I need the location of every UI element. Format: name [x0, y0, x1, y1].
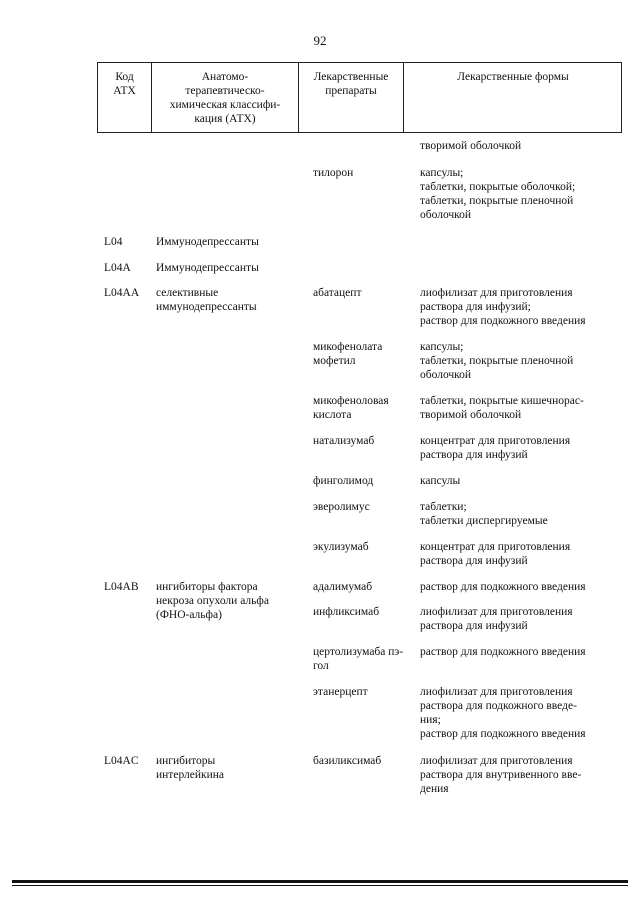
cell-code	[104, 261, 152, 275]
cell-drug	[313, 286, 417, 300]
cell-drug	[313, 754, 417, 768]
cell-line: L04	[104, 236, 123, 248]
cell-line: оболочкой	[420, 369, 472, 381]
cell-line: таблетки, покрытые пленочной	[420, 195, 574, 207]
cell-line: химическая классифи-	[169, 99, 281, 111]
cell-line: инфликсимаб	[313, 606, 380, 618]
cell-line: раствор для подкожного введения	[420, 581, 586, 593]
cell-line: раствор для подкожного введения	[420, 728, 586, 740]
cell-line: таблетки диспергируемые	[420, 515, 548, 527]
cell-line: гол	[313, 660, 329, 672]
cell-form	[420, 685, 616, 741]
cell-drug	[313, 540, 417, 554]
cell-line: терапевтическо-	[185, 85, 265, 97]
cell-form	[420, 540, 616, 568]
cell-line: раствора для внутривенного вве-	[420, 769, 582, 781]
cell-line: раствора для инфузий;	[420, 301, 531, 313]
cell-code	[104, 754, 152, 768]
cell-group	[156, 286, 296, 314]
cell-drug	[313, 394, 417, 422]
cell-line: цертолизумаба пэ-	[313, 646, 404, 658]
page-number: 92	[313, 33, 327, 48]
cell-drug	[313, 434, 417, 448]
cell-line: лиофилизат для приготовления	[420, 606, 573, 618]
footer-rule-thin	[12, 885, 628, 886]
cell-line: Иммунодепрессанты	[156, 262, 259, 274]
cell-line: АТХ	[113, 85, 136, 97]
cell-line: таблетки, покрытые кишечнорас-	[420, 395, 584, 407]
cell-line: дения	[420, 783, 449, 795]
cell-line: творимой оболочкой	[420, 409, 522, 421]
cell-line: раствора для инфузий	[420, 620, 528, 632]
cell-line: капсулы	[420, 475, 461, 487]
cell-line: адалимумаб	[313, 581, 373, 593]
cell-line: некроза опухоли альфа	[156, 595, 269, 607]
cell-line: финголимод	[313, 475, 374, 487]
cell-group	[156, 754, 296, 782]
cell-form	[420, 605, 616, 633]
cell-line: препараты	[325, 85, 377, 97]
cell-line: творимой оболочкой	[420, 140, 522, 152]
cell-group	[156, 580, 296, 622]
cell-group	[156, 235, 296, 249]
cell-line: Код	[115, 71, 134, 83]
cell-form	[420, 434, 616, 462]
cell-group	[156, 261, 296, 275]
cell-line: концентрат для приготовления	[420, 541, 571, 553]
cell-line: тилорон	[313, 167, 354, 179]
cell-line: лиофилизат для приготовления	[420, 686, 573, 698]
cell-line: Лекарственные формы	[457, 71, 569, 83]
cell-form	[420, 754, 616, 796]
cell-line: селективные	[156, 287, 219, 299]
cell-code	[104, 580, 152, 594]
cell-form	[420, 500, 616, 528]
cell-line: раствора для подкожного введе-	[420, 700, 577, 712]
cell-code	[104, 286, 152, 300]
footer-rule	[12, 880, 628, 883]
cell-drug	[313, 605, 417, 619]
cell-line: лиофилизат для приготовления	[420, 287, 573, 299]
cell-line: капсулы;	[420, 341, 464, 353]
cell-line: лиофилизат для приготовления	[420, 755, 573, 767]
cell-form	[420, 580, 616, 594]
cell-form	[420, 394, 616, 422]
cell-drug	[313, 166, 417, 180]
cell-line: таблетки, покрытые пленочной	[420, 355, 574, 367]
cell-line: абатацепт	[313, 287, 362, 299]
cell-line: Анатомо-	[201, 71, 249, 83]
cell-form	[420, 474, 616, 488]
cell-line: концентрат для приготовления	[420, 435, 571, 447]
cell-line: L04AC	[104, 755, 139, 767]
cell-line: раствора для инфузий	[420, 555, 528, 567]
cell-line: L04AA	[104, 287, 140, 299]
cell-drug	[313, 645, 417, 673]
cell-line: оболочкой	[420, 209, 472, 221]
cell-line: натализумаб	[313, 435, 375, 447]
cell-line: ингибиторы фактора	[156, 581, 258, 593]
cell-line: кация (АТХ)	[194, 113, 256, 125]
cell-line: иммунодепрессанты	[156, 301, 257, 313]
cell-form	[420, 340, 616, 382]
cell-form	[420, 286, 616, 328]
cell-line: раствор для подкожного введения	[420, 315, 586, 327]
cell-line: кислота	[313, 409, 352, 421]
cell-line: таблетки;	[420, 501, 467, 513]
cell-drug	[313, 500, 417, 514]
cell-drug	[313, 580, 417, 594]
cell-line: ния;	[420, 714, 441, 726]
cell-line: L04A	[104, 262, 131, 274]
cell-line: микофенолата	[313, 341, 383, 353]
cell-line: микофеноловая	[313, 395, 389, 407]
cell-line: Иммунодепрессанты	[156, 236, 259, 248]
cell-form	[420, 139, 616, 153]
cell-drug	[313, 474, 417, 488]
cell-line: таблетки, покрытые оболочкой;	[420, 181, 576, 193]
cell-line: базиликсимаб	[313, 755, 382, 767]
cell-line: (ФНО-альфа)	[156, 609, 222, 621]
cell-line: этанерцепт	[313, 686, 368, 698]
cell-line: экулизумаб	[313, 541, 369, 553]
cell-line: капсулы;	[420, 167, 464, 179]
cell-line: раствор для подкожного введения	[420, 646, 586, 658]
cell-line: ингибиторы	[156, 755, 216, 767]
cell-line: эверолимус	[313, 501, 370, 513]
cell-line: L04AB	[104, 581, 139, 593]
cell-line: интерлейкина	[156, 769, 225, 781]
cell-line: раствора для инфузий	[420, 449, 528, 461]
cell-line: мофетил	[313, 355, 356, 367]
cell-form	[420, 645, 616, 659]
cell-drug	[313, 685, 417, 699]
cell-drug	[313, 340, 417, 368]
cell-line: Лекарственные	[313, 71, 389, 83]
cell-code	[104, 235, 152, 249]
cell-form	[420, 166, 616, 222]
